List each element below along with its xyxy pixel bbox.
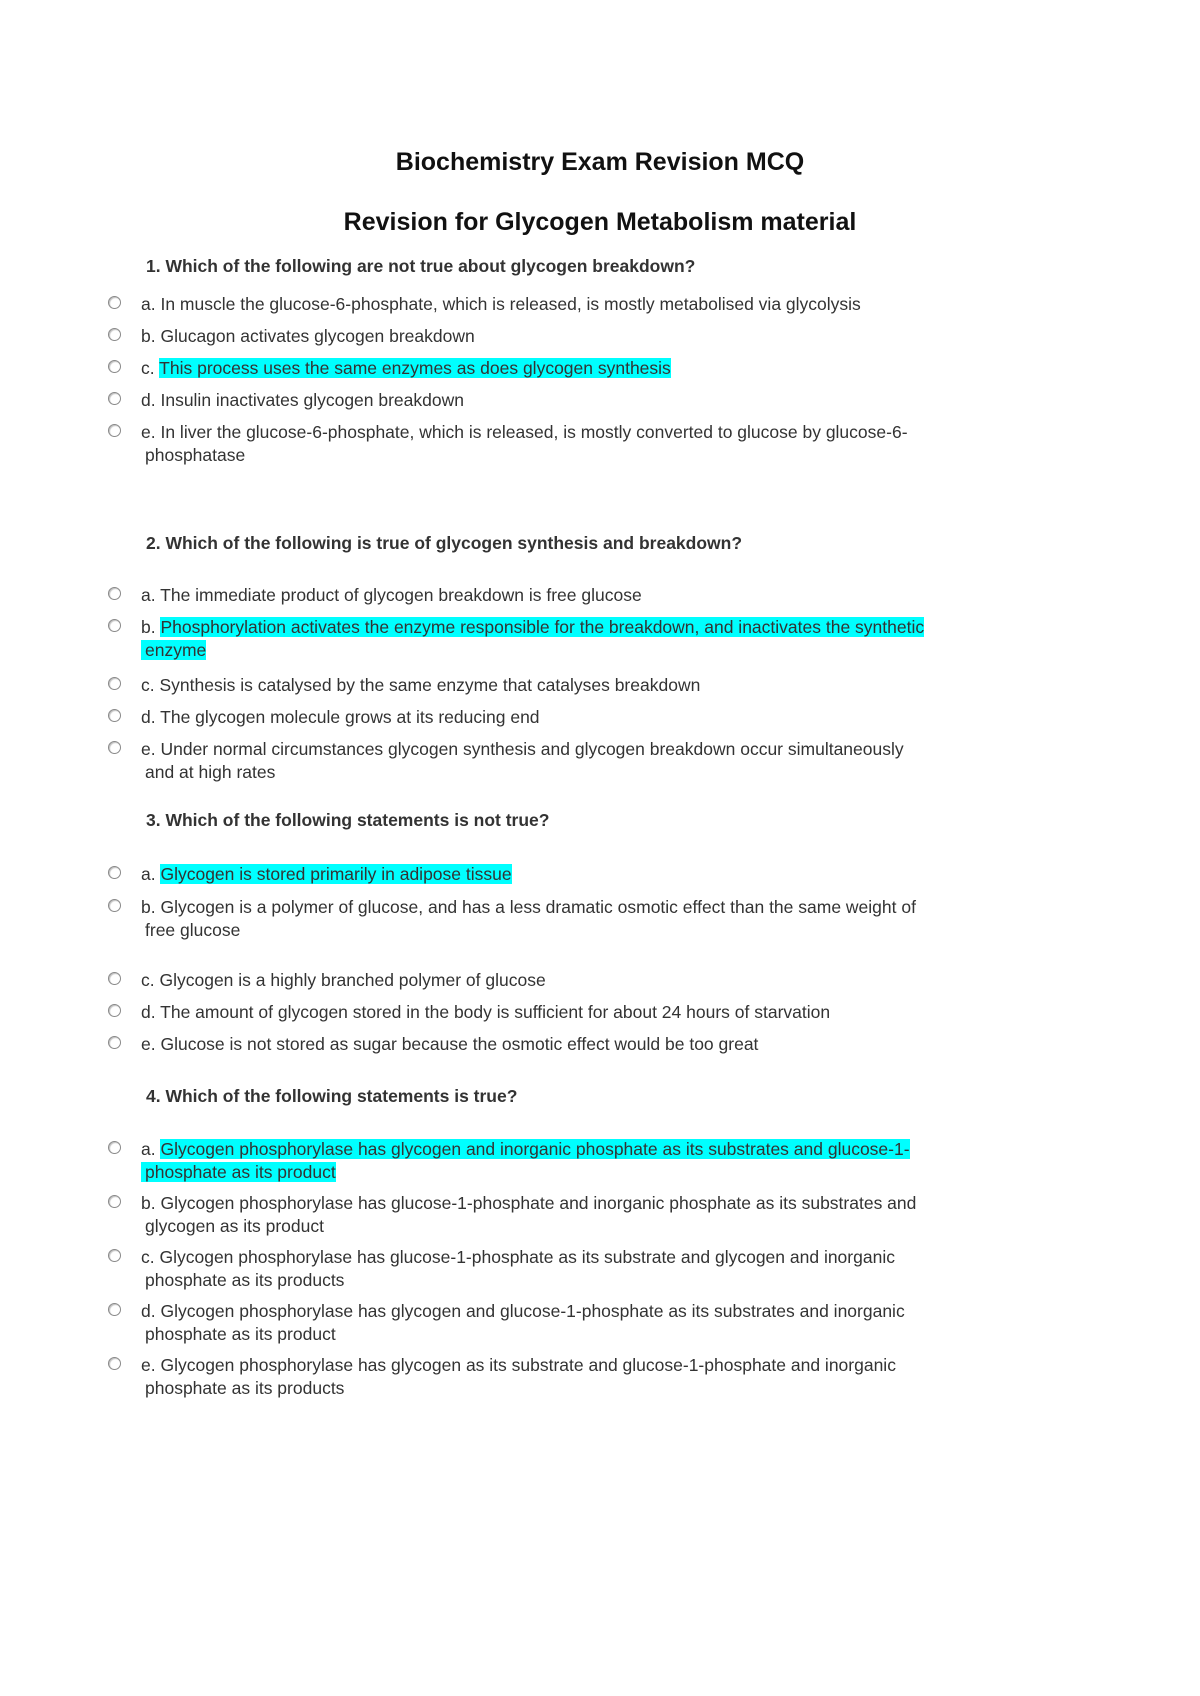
answer-option-text	[141, 969, 1061, 992]
question-prompt: 4. Which of the following statements is true?	[146, 1086, 518, 1106]
option-text: In liver the glucose-6-phosphate, which is released, is mostly converted to glucose by glucose-6-	[155, 422, 908, 442]
option-letter: e.	[141, 739, 156, 759]
answer-option-text	[141, 1033, 1061, 1056]
answer-option-text	[141, 674, 1061, 697]
option-letter: a.	[141, 585, 156, 605]
answer-option-text	[141, 706, 1061, 729]
answer-option-text	[141, 1300, 1061, 1346]
answer-option-text	[141, 1001, 1061, 1024]
radio-button-icon[interactable]	[108, 1141, 121, 1154]
radio-button-icon[interactable]	[108, 360, 121, 373]
radio-button-icon[interactable]	[108, 1195, 121, 1208]
option-text-continuation: phosphatase	[145, 445, 246, 465]
answer-option-text	[141, 421, 1061, 467]
option-text: Glycogen is stored primarily in adipose tissue	[160, 864, 512, 884]
option-text: Glycogen phosphorylase has glucose-1-phosphate and inorganic phosphate as its substrates and	[155, 1193, 917, 1213]
option-text: Glucose is not stored as sugar because the osmotic effect would be too great	[155, 1034, 759, 1054]
radio-button-icon[interactable]	[108, 972, 121, 985]
answer-option-text	[141, 293, 1061, 316]
option-text: Phosphorylation activates the enzyme responsible for the breakdown, and inactivates the synthetic	[160, 617, 925, 637]
option-letter: c.	[141, 675, 155, 695]
option-text: Synthesis is catalysed by the same enzyme that catalyses breakdown	[154, 675, 701, 695]
radio-button-icon[interactable]	[108, 296, 121, 309]
option-text: Glycogen phosphorylase has glucose-1-phosphate as its substrate and glycogen and inorganic	[154, 1247, 895, 1267]
option-text: The amount of glycogen stored in the body is sufficient for about 24 hours of starvation	[155, 1002, 831, 1022]
radio-button-icon[interactable]	[108, 709, 121, 722]
option-letter: c.	[141, 358, 160, 378]
page-title: Biochemistry Exam Revision MCQ	[395, 148, 805, 176]
answer-option-text	[141, 896, 1061, 942]
option-letter: d.	[141, 1002, 156, 1022]
option-letter: a.	[141, 864, 161, 884]
radio-button-icon[interactable]	[108, 619, 121, 632]
option-letter: b.	[141, 1193, 156, 1213]
radio-button-icon[interactable]	[108, 587, 121, 600]
answer-option-text	[141, 1138, 1061, 1184]
radio-button-icon[interactable]	[108, 1036, 121, 1049]
option-letter: c.	[141, 1247, 155, 1267]
radio-button-icon[interactable]	[108, 677, 121, 690]
answer-option-text	[141, 616, 1061, 662]
option-letter: b.	[141, 897, 156, 917]
option-text-continuation: phosphate as its products	[145, 1270, 345, 1290]
option-text: In muscle the glucose-6-phosphate, which is released, is mostly metabolised via glycolysis	[155, 294, 861, 314]
option-letter: d.	[141, 707, 156, 727]
option-text: Glycogen phosphorylase has glycogen and glucose-1-phosphate as its substrates and inorganic	[155, 1301, 905, 1321]
option-text: Glycogen is a polymer of glucose, and has a less dramatic osmotic effect than the same weight of	[155, 897, 916, 917]
answer-option-text	[141, 357, 1061, 380]
radio-button-icon[interactable]	[108, 1357, 121, 1370]
answer-option-text	[141, 389, 1061, 412]
radio-button-icon[interactable]	[108, 1303, 121, 1316]
radio-button-icon[interactable]	[108, 899, 121, 912]
radio-button-icon[interactable]	[108, 328, 121, 341]
option-text-continuation: enzyme	[141, 640, 206, 660]
radio-button-icon[interactable]	[108, 1004, 121, 1017]
option-text-continuation: phosphate as its product	[141, 1162, 336, 1182]
option-letter: b.	[141, 326, 156, 346]
option-letter: e.	[141, 1034, 156, 1054]
question-prompt: 2. Which of the following is true of glycogen synthesis and breakdown?	[146, 533, 743, 553]
option-text: Glycogen phosphorylase has glycogen and inorganic phosphate as its substrates and glucose-1-	[160, 1139, 910, 1159]
option-letter: b.	[141, 617, 161, 637]
question-prompt: 3. Which of the following statements is not true?	[146, 810, 550, 830]
option-text: Glycogen phosphorylase has glycogen as its substrate and glucose-1-phosphate and inorganic	[155, 1355, 896, 1375]
option-text: This process uses the same enzymes as does glycogen synthesis	[159, 358, 671, 378]
answer-option-text	[141, 1192, 1061, 1238]
option-letter: c.	[141, 970, 155, 990]
answer-option-text	[141, 738, 1061, 784]
option-text: The glycogen molecule grows at its reducing end	[155, 707, 540, 727]
option-letter: a.	[141, 1139, 161, 1159]
radio-button-icon[interactable]	[108, 392, 121, 405]
radio-button-icon[interactable]	[108, 866, 121, 879]
option-letter: e.	[141, 1355, 156, 1375]
option-letter: a.	[141, 294, 156, 314]
option-text: Under normal circumstances glycogen synthesis and glycogen breakdown occur simultaneously	[155, 739, 904, 759]
answer-option-text	[141, 325, 1061, 348]
radio-button-icon[interactable]	[108, 424, 121, 437]
option-text-continuation: and at high rates	[145, 762, 276, 782]
page-subtitle: Revision for Glycogen Metabolism material	[343, 208, 857, 236]
option-text-continuation: phosphate as its product	[145, 1324, 336, 1344]
radio-button-icon[interactable]	[108, 1249, 121, 1262]
answer-option-text	[141, 1354, 1061, 1400]
option-text: Glucagon activates glycogen breakdown	[155, 326, 475, 346]
answer-option-text	[141, 863, 1061, 886]
option-letter: e.	[141, 422, 156, 442]
option-text-continuation: glycogen as its product	[145, 1216, 324, 1236]
option-text: Glycogen is a highly branched polymer of glucose	[154, 970, 546, 990]
question-prompt: 1. Which of the following are not true about glycogen breakdown?	[146, 256, 696, 276]
answer-option-text	[141, 1246, 1061, 1292]
option-text: Insulin inactivates glycogen breakdown	[155, 390, 464, 410]
option-text-continuation: free glucose	[145, 920, 241, 940]
option-text-continuation: phosphate as its products	[145, 1378, 345, 1398]
answer-option-text	[141, 584, 1061, 607]
option-text: The immediate product of glycogen breakdown is free glucose	[155, 585, 642, 605]
option-letter: d.	[141, 1301, 156, 1321]
radio-button-icon[interactable]	[108, 741, 121, 754]
option-letter: d.	[141, 390, 156, 410]
